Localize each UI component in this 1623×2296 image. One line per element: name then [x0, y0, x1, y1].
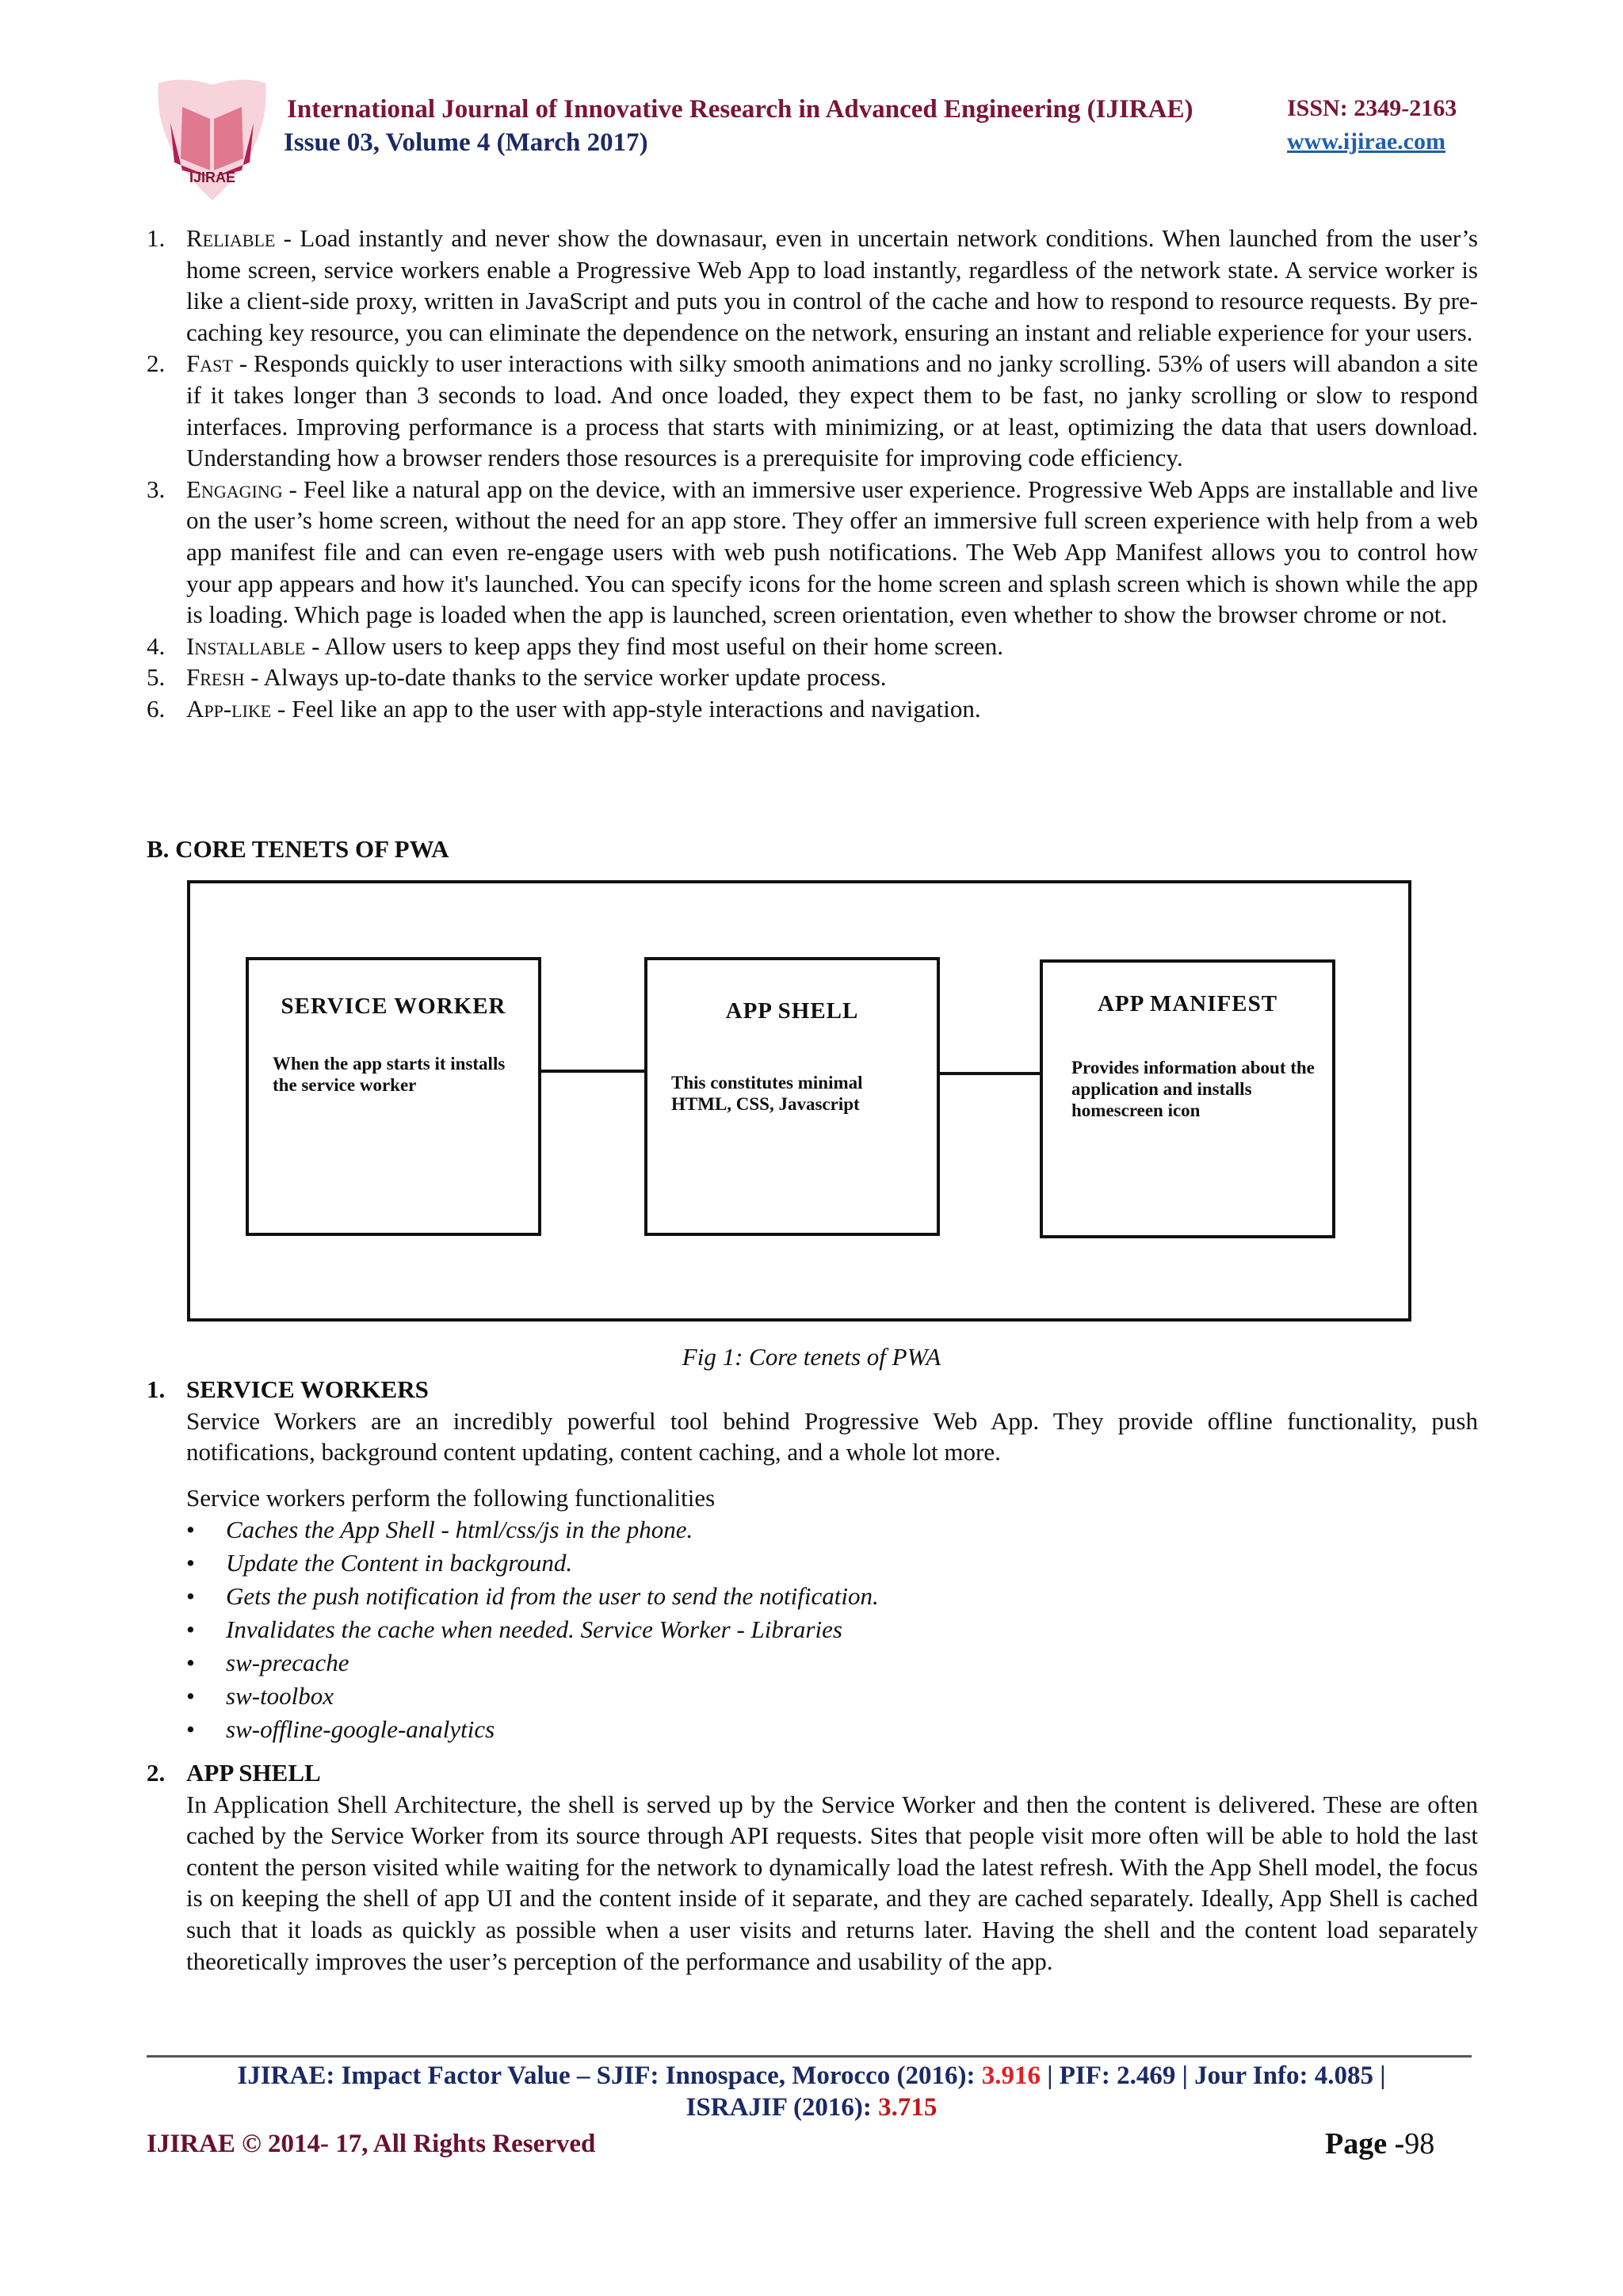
feature-item — [147, 474, 1478, 631]
bullet-icon: • — [186, 1582, 195, 1611]
bullet-text: Caches the App Shell - html/css/js in the phone. — [226, 1516, 693, 1544]
feature-item — [147, 348, 1478, 473]
issn: ISSN: 2349-2163 — [1287, 95, 1457, 121]
bullet-item — [186, 1713, 1478, 1746]
bullet-text: sw-offline-google-analytics — [226, 1715, 495, 1744]
israjif-text: ISRAJIF (2016): — [685, 2093, 879, 2122]
bullet-icon: • — [186, 1615, 195, 1644]
journal-url-link[interactable]: www.ijirae.com — [1287, 128, 1445, 154]
feature-title: Fast — [186, 349, 233, 378]
connector-line — [541, 1070, 644, 1073]
feature-title: Reliable — [186, 224, 276, 252]
figure-caption: Fig 1: Core tenets of PWA — [682, 1343, 941, 1371]
bullet-text: sw-precache — [226, 1649, 349, 1677]
feature-title: Engaging — [186, 475, 283, 503]
bullet-text: sw-toolbox — [226, 1682, 334, 1711]
section-b-heading: B. CORE TENETS OF PWA — [147, 835, 449, 863]
section-paragraph: Service Workers are an incredibly powerful tool behind Progressive Web App. They provide offline functionality, push notifications, background content updating, content caching, and a whole lot more. — [186, 1406, 1478, 1466]
feature-title: App-like — [186, 694, 272, 723]
app-shell-box — [644, 957, 940, 1236]
copyright: IJIRAE © 2014- 17, All Rights Reserved — [147, 2130, 596, 2158]
impact-factor-line — [0, 2060, 1623, 2123]
bullet-item — [186, 1547, 1478, 1580]
service-worker-box — [246, 957, 541, 1236]
feature-text: - Load instantly and never show the downasaur, even in uncertain network conditions. When launched from the user’s home screen, service workers enable a Progressive Web App to load instantly, regardless of the network state. A service worker is like a client-side proxy, written in JavaScript and puts you in control of the cache and how to respond to resource requests. By pre-caching key resource, you can eliminate the dependence on the network, ensuring an instant and reliable experience for your users. — [186, 224, 1478, 346]
item-number: 4. — [147, 631, 166, 660]
svg-text:IJIRAE: IJIRAE — [189, 170, 236, 185]
app-manifest-box — [1040, 959, 1335, 1238]
impact-rest: | PIF: 2.469 | Jour Info: 4.085 | — [1040, 2061, 1386, 2090]
item-number: 1. — [147, 224, 166, 252]
functionalities-list — [186, 1513, 1478, 1746]
section-paragraph: In Application Shell Architecture, the shell is served up by the Service Worker and then the content is delivered. These are often cached by the Service Worker from its source through API requests. Sites that people visit more often will be able to hold the last content the person visited while waiting for the network to dynamically load the latest refresh. With the App Shell model, the focus is on keeping the shell of app UI and the content inside of it separate, and they are cached separately. Ideally, App Shell is cached such that it loads as quickly as possible when a user visits and returns later. Having the shell and the content load separately theoretically improves the user’s perception of the performance and usability of the app. — [186, 1790, 1478, 1975]
feature-item — [147, 631, 1478, 662]
bullet-item — [186, 1680, 1478, 1713]
section-heading: APP SHELL — [186, 1759, 321, 1787]
bullet-text: Gets the push notification id from the user to send the notification. — [226, 1582, 879, 1611]
feature-text: - Always up-to-date thanks to the service worker update process. — [244, 663, 887, 692]
bullet-item — [186, 1513, 1478, 1547]
page-num: 98 — [1404, 2127, 1435, 2161]
item-number: 5. — [147, 663, 166, 692]
bullet-item — [186, 1646, 1478, 1680]
page-number — [1325, 2126, 1434, 2161]
feature-item — [147, 693, 1478, 725]
bullet-text: Invalidates the cache when needed. Service Worker - Libraries — [226, 1615, 842, 1644]
feature-title: Fresh — [186, 663, 245, 692]
feature-item — [147, 223, 1478, 348]
bullet-icon: • — [186, 1682, 195, 1711]
issue-info: Issue 03, Volume 4 (March 2017) — [284, 128, 648, 157]
box-title: APP SHELL — [725, 998, 859, 1024]
feature-item — [147, 662, 1478, 693]
section-number: 1. — [147, 1375, 166, 1403]
footer-divider — [147, 2055, 1472, 2058]
box-description: This constitutes minimal HTML, CSS, Javascript — [671, 1073, 863, 1114]
section-heading: SERVICE WORKERS — [186, 1375, 429, 1403]
service-workers-section — [147, 1374, 1478, 1746]
israjif-value: 3.715 — [878, 2093, 938, 2122]
sjif-value: 3.916 — [981, 2061, 1041, 2090]
feature-text: - Allow users to keep apps they find most useful on their home screen. — [305, 631, 1004, 660]
item-number: 2. — [147, 349, 166, 378]
feature-text: - Feel like an app to the user with app-style interactions and navigation. — [271, 694, 981, 723]
impact-text: IJIRAE: Impact Factor Value – SJIF: Innospace, Morocco (2016): — [237, 2061, 982, 2090]
bullet-text: Update the Content in background. — [226, 1549, 573, 1577]
box-title: APP MANIFEST — [1097, 991, 1278, 1016]
connector-line — [940, 1072, 1040, 1075]
functionalities-intro: Service workers perform the following functionalities — [186, 1483, 716, 1512]
journal-title: International Journal of Innovative Research in Advanced Engineering (IJIRAE) — [287, 95, 1193, 124]
pwa-features-list — [147, 223, 1478, 725]
bullet-icon: • — [186, 1549, 195, 1577]
section-number: 2. — [147, 1759, 166, 1787]
journal-logo — [151, 75, 273, 202]
box-description: Provides information about the application and installs homescreen icon — [1071, 1058, 1315, 1120]
app-shell-section — [147, 1757, 1478, 1977]
item-number: 6. — [147, 694, 166, 723]
feature-text: - Responds quickly to user interactions with silky smooth animations and no janky scrolling. 53% of users will abandon a site if it takes longer than 3 seconds to load. And once loaded, they expect them to be fast, no janky scrolling or slow to respond interfaces. Improving performance is a process that starts with minimizing, or at least, optimizing the data that users download. Understanding how a browser renders those resources is a prerequisite for improving code efficiency. — [186, 349, 1478, 472]
bullet-icon: • — [186, 1516, 195, 1544]
feature-title: Installable — [186, 631, 306, 660]
feature-text: - Feel like a natural app on the device, with an immersive user experience. Progressive Web Apps are installable and live on the user’s home screen, without the need for an app store. They offer an immersive full screen experience with help from a web app manifest file and can even re-engage users with web push notifications. The Web App Manifest allows you to control how your app appears and how it's launched. You can specify icons for the home screen and splash screen which is shown while the app is loading. Which page is loaded when the app is launched, screen orientation, even whether to show the browser chrome or not. — [186, 475, 1478, 629]
bullet-icon: • — [186, 1649, 195, 1677]
box-description: When the app starts it installs the service worker — [273, 1054, 506, 1095]
page-label: Page - — [1325, 2127, 1405, 2161]
bullet-item — [186, 1580, 1478, 1613]
bullet-icon: • — [186, 1715, 195, 1744]
bullet-item — [186, 1613, 1478, 1646]
item-number: 3. — [147, 475, 166, 503]
box-title: SERVICE WORKER — [281, 994, 506, 1019]
